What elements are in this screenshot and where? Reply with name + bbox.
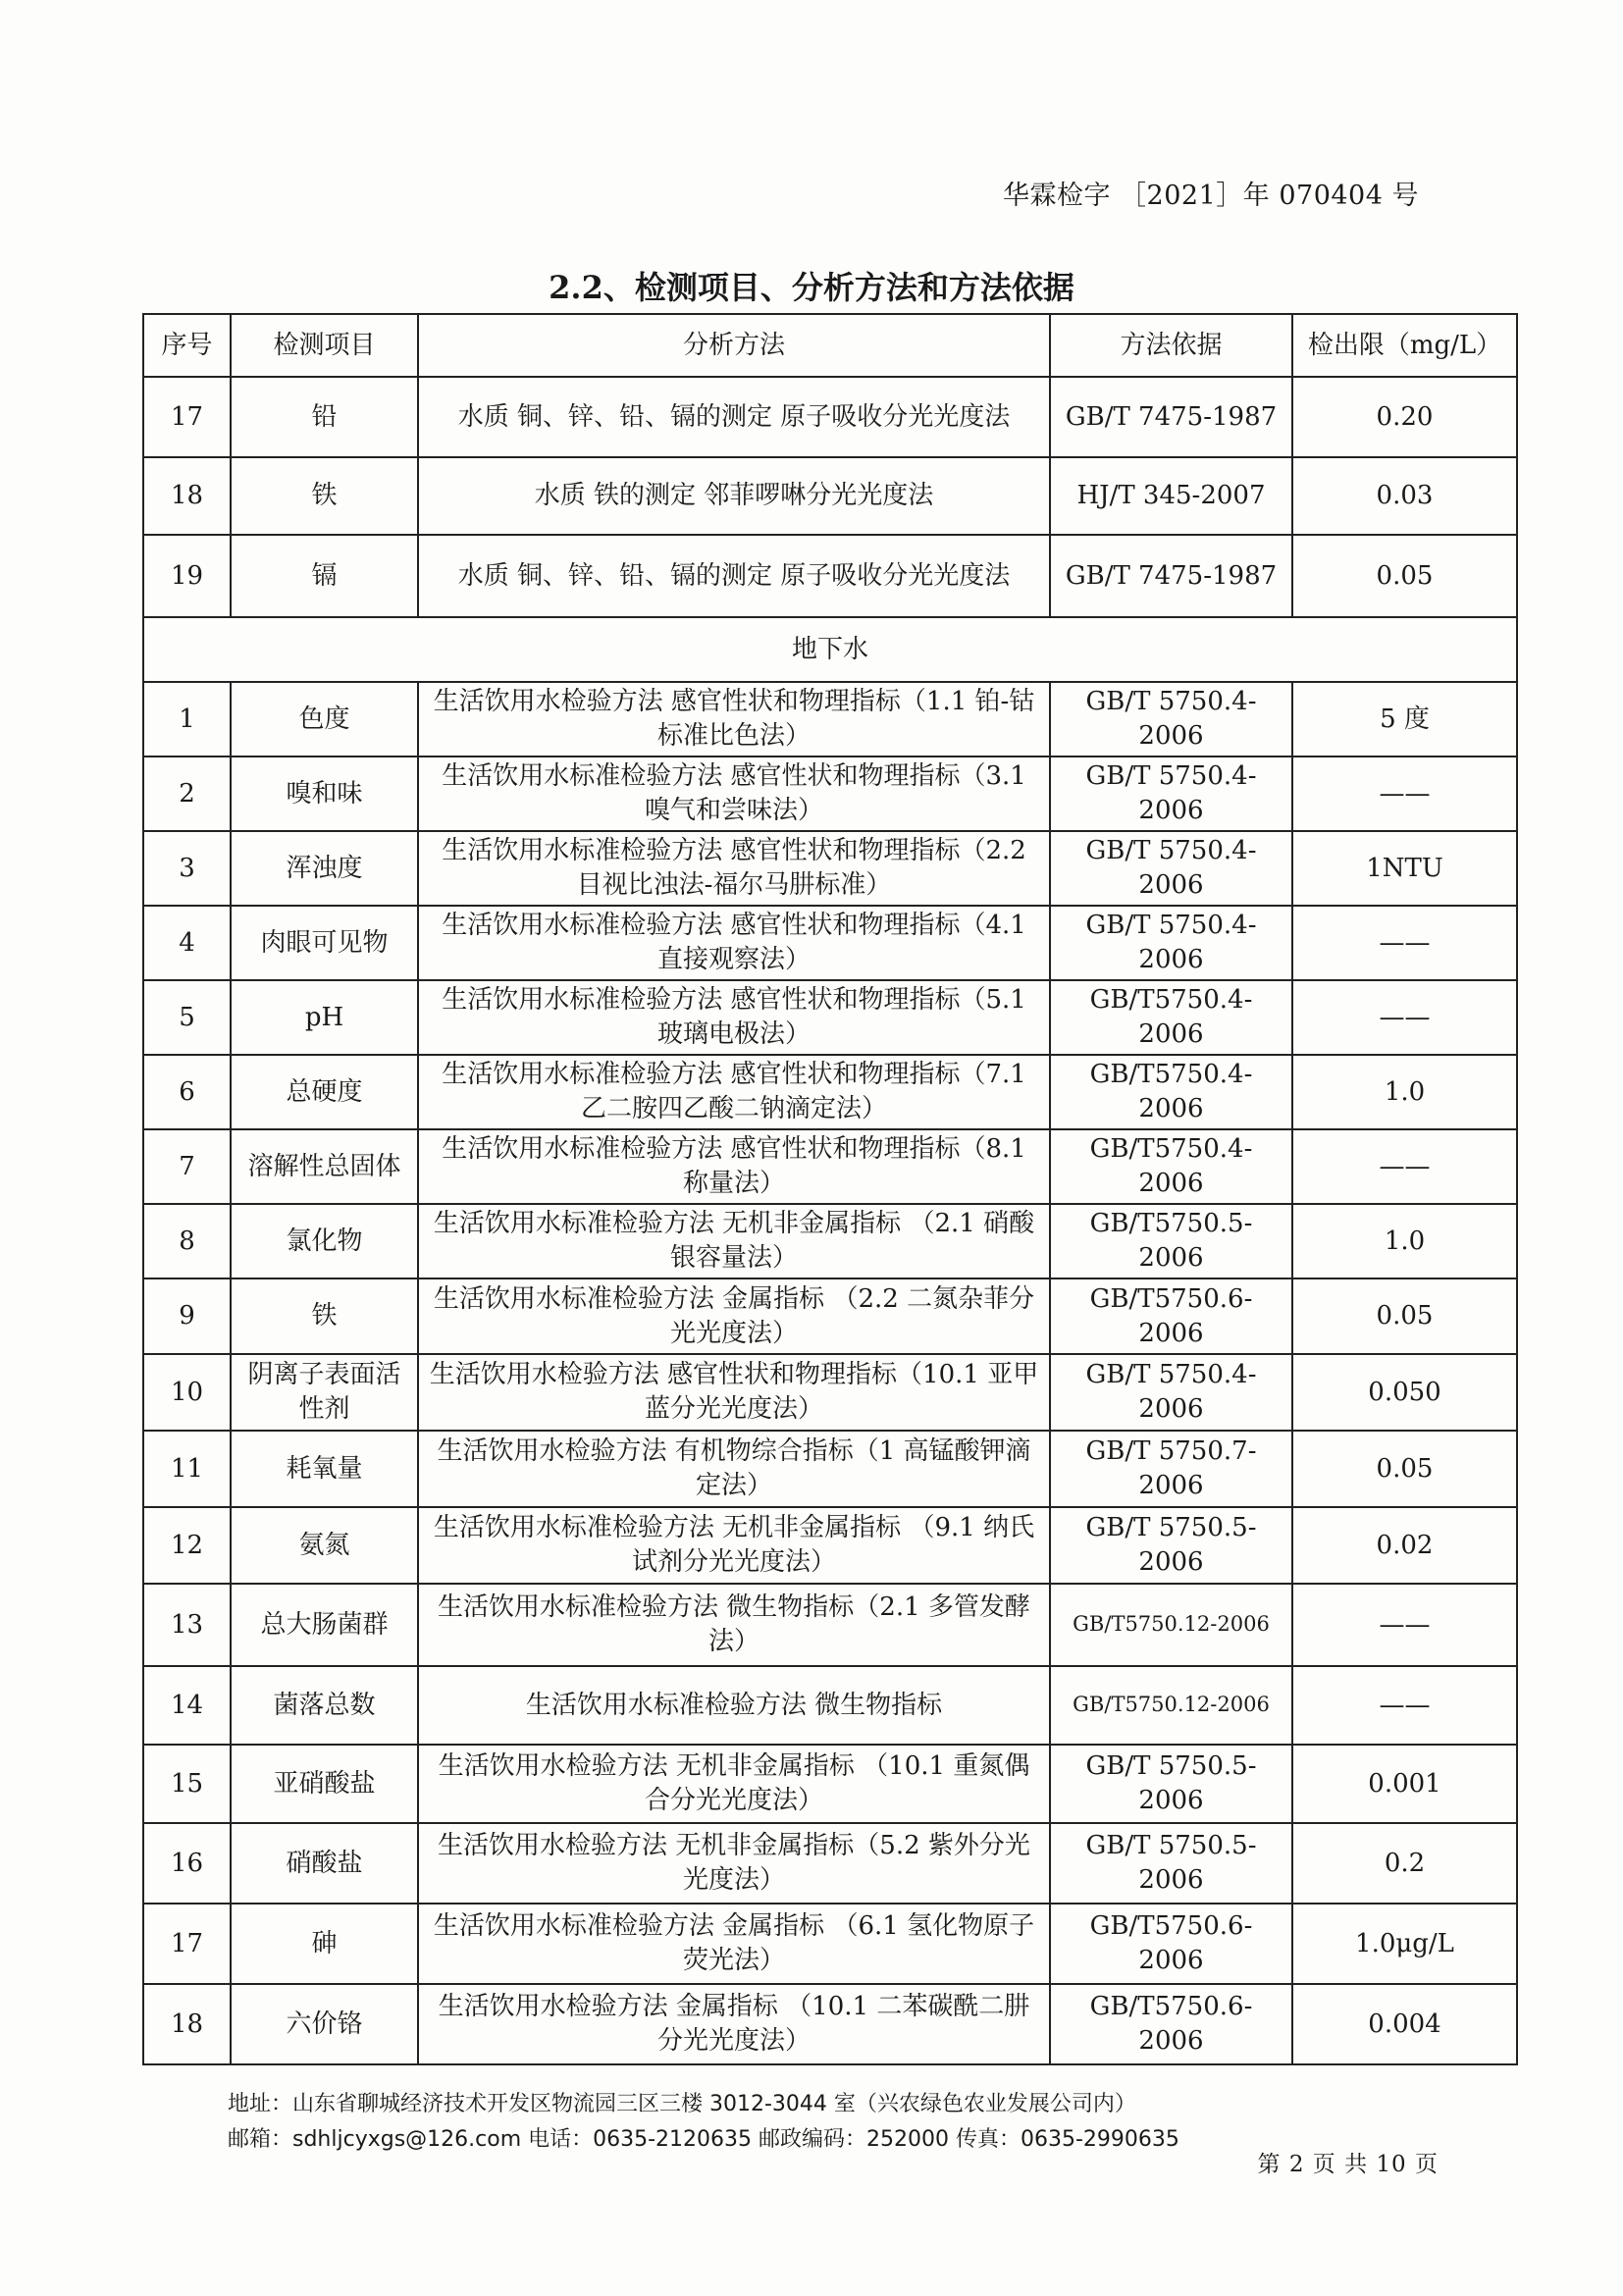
cell-limit: 1.0 — [1292, 1055, 1517, 1129]
table-row — [143, 1129, 1517, 1204]
cell-standard: GB/T5750.6-2006 — [1050, 1984, 1292, 2064]
cell-item: 铁 — [231, 1278, 418, 1354]
cell-standard: GB/T 5750.5-2006 — [1050, 1745, 1292, 1823]
cell-method: 水质 铁的测定 邻菲啰啉分光光度法 — [418, 457, 1050, 535]
cell-item: 耗氧量 — [231, 1431, 418, 1507]
cell-method: 生活饮用水检验方法 感官性状和物理指标（10.1 亚甲蓝分光光度法） — [418, 1354, 1050, 1431]
cell-item: 铅 — [231, 377, 418, 457]
table-row — [143, 1745, 1517, 1823]
cell-limit: 0.001 — [1292, 1745, 1517, 1823]
cell-standard: GB/T5750.6-2006 — [1050, 1904, 1292, 1984]
cell-no: 8 — [143, 1204, 231, 1278]
cell-standard: GB/T 5750.4-2006 — [1050, 831, 1292, 906]
cell-limit: 0.03 — [1292, 457, 1517, 535]
cell-method: 水质 铜、锌、铅、镉的测定 原子吸收分光光度法 — [418, 377, 1050, 457]
cell-limit: —— — [1292, 980, 1517, 1055]
cell-item: 氨氮 — [231, 1507, 418, 1584]
cell-item: 氯化物 — [231, 1204, 418, 1278]
cell-item: 总大肠菌群 — [231, 1584, 418, 1666]
cell-method: 生活饮用水标准检验方法 感官性状和物理指标（5.1 玻璃电极法） — [418, 980, 1050, 1055]
table-row — [143, 1584, 1517, 1666]
cell-no: 17 — [143, 1904, 231, 1984]
footer — [228, 2087, 1179, 2158]
cell-limit: 1.0μg/L — [1292, 1904, 1517, 1984]
cell-no: 18 — [143, 457, 231, 535]
table-row — [143, 377, 1517, 457]
cell-no: 5 — [143, 980, 231, 1055]
section-row-groundwater — [143, 617, 1517, 682]
cell-no: 14 — [143, 1666, 231, 1745]
section-title: 2.2、检测项目、分析方法和方法依据 — [549, 269, 1074, 306]
cell-no: 6 — [143, 1055, 231, 1129]
cell-standard: GB/T 5750.5-2006 — [1050, 1823, 1292, 1904]
cell-item: 亚硝酸盐 — [231, 1745, 418, 1823]
table-row — [143, 1904, 1517, 1984]
cell-no: 7 — [143, 1129, 231, 1204]
cell-no: 17 — [143, 377, 231, 457]
cell-limit: —— — [1292, 906, 1517, 980]
cell-limit: 0.004 — [1292, 1984, 1517, 2064]
cell-method: 生活饮用水标准检验方法 无机非金属指标 （2.1 硝酸银容量法） — [418, 1204, 1050, 1278]
cell-standard: GB/T5750.12-2006 — [1050, 1666, 1292, 1745]
cell-no: 15 — [143, 1745, 231, 1823]
cell-method: 生活饮用水标准检验方法 感官性状和物理指标（4.1 直接观察法） — [418, 906, 1050, 980]
table-row — [143, 980, 1517, 1055]
cell-no: 13 — [143, 1584, 231, 1666]
cell-no: 9 — [143, 1278, 231, 1354]
col-header-item: 检测项目 — [231, 314, 418, 377]
cell-no: 10 — [143, 1354, 231, 1431]
cell-standard: GB/T 5750.4-2006 — [1050, 906, 1292, 980]
report-number: 华霖检字 ［2021］年 070404 号 — [1002, 181, 1419, 211]
cell-standard: GB/T 5750.4-2006 — [1050, 1354, 1292, 1431]
cell-no: 4 — [143, 906, 231, 980]
cell-item: 溶解性总固体 — [231, 1129, 418, 1204]
cell-method: 生活饮用水检验方法 无机非金属指标（5.2 紫外分光光度法） — [418, 1823, 1050, 1904]
cell-standard: HJ/T 345-2007 — [1050, 457, 1292, 535]
cell-no: 12 — [143, 1507, 231, 1584]
section-label: 地下水 — [143, 617, 1517, 682]
table-row — [143, 1823, 1517, 1904]
table-row — [143, 1055, 1517, 1129]
cell-standard: GB/T5750.4-2006 — [1050, 1129, 1292, 1204]
cell-method: 水质 铜、锌、铅、镉的测定 原子吸收分光光度法 — [418, 535, 1050, 617]
cell-no: 2 — [143, 757, 231, 831]
table-row — [143, 757, 1517, 831]
table-row — [143, 457, 1517, 535]
cell-no: 11 — [143, 1431, 231, 1507]
cell-standard: GB/T 7475-1987 — [1050, 377, 1292, 457]
cell-method: 生活饮用水检验方法 有机物综合指标（1 高锰酸钾滴定法） — [418, 1431, 1050, 1507]
cell-standard: GB/T5750.5-2006 — [1050, 1204, 1292, 1278]
cell-standard: GB/T5750.4-2006 — [1050, 1055, 1292, 1129]
cell-item: 砷 — [231, 1904, 418, 1984]
cell-standard: GB/T5750.6-2006 — [1050, 1278, 1292, 1354]
cell-item: 色度 — [231, 682, 418, 757]
cell-method: 生活饮用水标准检验方法 微生物指标（2.1 多管发酵法） — [418, 1584, 1050, 1666]
cell-no: 3 — [143, 831, 231, 906]
col-header-standard: 方法依据 — [1050, 314, 1292, 377]
cell-item: 肉眼可见物 — [231, 906, 418, 980]
cell-limit: —— — [1292, 1666, 1517, 1745]
footer-address: 地址：山东省聊城经济技术开发区物流园三区三楼 3012-3044 室（兴农绿色农业发展公司内） — [228, 2092, 1136, 2116]
cell-method: 生活饮用水标准检验方法 金属指标 （2.2 二氮杂菲分光光度法） — [418, 1278, 1050, 1354]
cell-item: 六价铬 — [231, 1984, 418, 2064]
page-number: 第 2 页 共 10 页 — [1257, 2152, 1439, 2177]
table-row — [143, 535, 1517, 617]
cell-method: 生活饮用水标准检验方法 微生物指标 — [418, 1666, 1050, 1745]
cell-item: pH — [231, 980, 418, 1055]
cell-standard: GB/T5750.4-2006 — [1050, 980, 1292, 1055]
cell-item: 浑浊度 — [231, 831, 418, 906]
cell-method: 生活饮用水标准检验方法 感官性状和物理指标（3.1 嗅气和尝味法） — [418, 757, 1050, 831]
cell-no: 19 — [143, 535, 231, 617]
table-row — [143, 1507, 1517, 1584]
cell-item: 菌落总数 — [231, 1666, 418, 1745]
cell-item: 铁 — [231, 457, 418, 535]
table-row — [143, 906, 1517, 980]
cell-no: 1 — [143, 682, 231, 757]
cell-method: 生活饮用水标准检验方法 感官性状和物理指标（8.1 称量法） — [418, 1129, 1050, 1204]
cell-standard: GB/T 5750.4-2006 — [1050, 757, 1292, 831]
cell-limit: —— — [1292, 757, 1517, 831]
cell-standard: GB/T 7475-1987 — [1050, 535, 1292, 617]
footer-contact: 邮箱：sdhljcyxgs@126.com 电话：0635-2120635 邮政编码：252000 传真：0635-2990635 — [228, 2127, 1179, 2152]
table-header-row — [143, 314, 1517, 377]
cell-method: 生活饮用水标准检验方法 无机非金属指标 （9.1 纳氏试剂分光光度法） — [418, 1507, 1050, 1584]
cell-limit: —— — [1292, 1584, 1517, 1666]
cell-method: 生活饮用水检验方法 金属指标 （10.1 二苯碳酰二肼分光光度法） — [418, 1984, 1050, 2064]
table-row — [143, 1204, 1517, 1278]
col-header-no: 序号 — [143, 314, 231, 377]
cell-method: 生活饮用水标准检验方法 感官性状和物理指标（2.2 目视比浊法-福尔马肼标准） — [418, 831, 1050, 906]
cell-method: 生活饮用水检验方法 感官性状和物理指标（1.1 铂-钴标准比色法） — [418, 682, 1050, 757]
table-row — [143, 1278, 1517, 1354]
cell-no: 18 — [143, 1984, 231, 2064]
cell-limit: 0.02 — [1292, 1507, 1517, 1584]
cell-limit: 0.050 — [1292, 1354, 1517, 1431]
col-header-limit: 检出限（mg/L） — [1292, 314, 1517, 377]
cell-item: 嗅和味 — [231, 757, 418, 831]
cell-limit: —— — [1292, 1129, 1517, 1204]
table-row — [143, 682, 1517, 757]
cell-standard: GB/T 5750.7-2006 — [1050, 1431, 1292, 1507]
cell-method: 生活饮用水检验方法 无机非金属指标 （10.1 重氮偶合分光光度法） — [418, 1745, 1050, 1823]
cell-standard: GB/T5750.12-2006 — [1050, 1584, 1292, 1666]
cell-limit: 0.05 — [1292, 1431, 1517, 1507]
table-row — [143, 831, 1517, 906]
cell-limit: 0.20 — [1292, 377, 1517, 457]
cell-limit: 0.2 — [1292, 1823, 1517, 1904]
cell-no: 16 — [143, 1823, 231, 1904]
table-row — [143, 1431, 1517, 1507]
table-row — [143, 1354, 1517, 1431]
cell-method: 生活饮用水标准检验方法 金属指标 （6.1 氢化物原子荧光法） — [418, 1904, 1050, 1984]
cell-item: 阴离子表面活性剂 — [231, 1354, 418, 1431]
cell-standard: GB/T 5750.5-2006 — [1050, 1507, 1292, 1584]
col-header-method: 分析方法 — [418, 314, 1050, 377]
cell-limit: 0.05 — [1292, 1278, 1517, 1354]
cell-limit: 1.0 — [1292, 1204, 1517, 1278]
test-methods-table — [142, 313, 1518, 2065]
cell-standard: GB/T 5750.4-2006 — [1050, 682, 1292, 757]
cell-limit: 1NTU — [1292, 831, 1517, 906]
cell-limit: 5 度 — [1292, 682, 1517, 757]
cell-limit: 0.05 — [1292, 535, 1517, 617]
cell-item: 镉 — [231, 535, 418, 617]
cell-method: 生活饮用水标准检验方法 感官性状和物理指标（7.1 乙二胺四乙酸二钠滴定法） — [418, 1055, 1050, 1129]
cell-item: 总硬度 — [231, 1055, 418, 1129]
cell-item: 硝酸盐 — [231, 1823, 418, 1904]
table-row — [143, 1666, 1517, 1745]
table-row — [143, 1984, 1517, 2064]
